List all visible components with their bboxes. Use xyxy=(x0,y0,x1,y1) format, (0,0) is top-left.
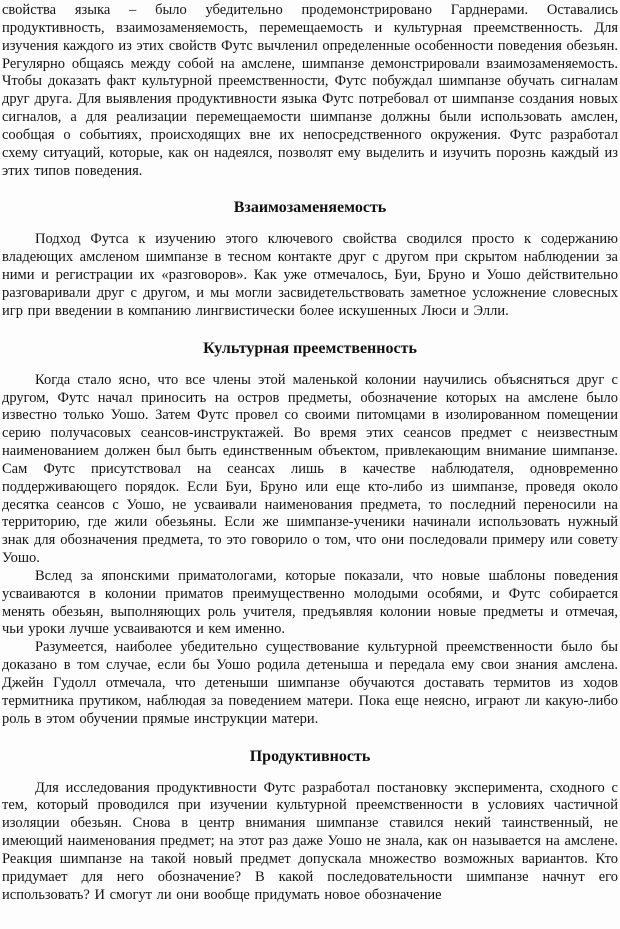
paragraph-fouts-approach: Подход Футса к изучению этого ключевого свойства сводился просто к содержанию владеющих амсленом шимпанзе в тесном контакте друг с другом при скрытом наблюдении за ними и регистрации их «разговоров». Как уже отмечалось, Буи, Бруно и Уошо действительно разговаривали друг с другом, и мы могли засвидетельствовать заметное усложнение словесных игр при введении в компанию лингвистически более искушенных Люси и Элли. xyxy=(2,231,618,319)
paragraph-language-properties: свойства языка – было убедительно продемонстрировано Гарднерами. Оставались продуктивность, взаимозаменяемость, перемещаемость и культурная преемственность. Для изучения каждого из этих свойств Футс вычленил определенные особенности поведения обезьян. Регулярно общаясь между собой на амслене, шимпанзе демонстрировали взаимозаменяемость. Чтобы доказать факт культурной преемственности, Футс побуждал шимпанзе обучать сигналам друг друга. Для выявления продуктивности языка Футс потребовал от шимпанзе создания новых сигналов, а для реализации перемещаемости шимпанзе должны были использовать амслен, сообщая о событиях, происходящих вне их непосредственного окружения. Футс разработал схему ситуаций, которые, как он надеялся, позволят ему выделить и изучить порознь каждый из этих типов поведения. xyxy=(2,2,618,179)
paragraph-island-instruction-sessions: Когда стало ясно, что все члены этой маленькой колонии научились объясняться друг с другом, Футс начал приносить на остров предметы, обозначение которых на амслене было известно только Уошо. Затем Футс провел со своими питомцами в изолированном помещении серию получасовых сеансов-инструктажей. Во время этих сеансов предмет с неизвестным наименованием должен был быть единственным объектом, привлекающим внимание шимпанзе. Сам Футс присутствовал на сеансах лишь в качестве наблюдателя, одновременно поддерживающего порядок. Если Буи, Бруно или еще кто-либо из шимпанзе, проведя около десятка сеансов с Уошо, не усваивали наименования предмета, то последний переносили на территорию, где жили обезьяны. Если же шимпанзе-ученики начинали использовать нужный знак для обозначения предмета, то это говорило о том, что они последовали примеру или совету Уошо. xyxy=(2,371,618,567)
heading-interchangeability: Взаимозаменяемость xyxy=(233,199,387,217)
paragraph-washoe-offspring: Разумеется, наиболее убедительно существование культурной преемственности было бы доказано в том случае, если бы Уошо родила детеныша и передала ему свои знания амслена. Джейн Гудолл отмечала, что детеныши шимпанзе обучаются доставать термитов из ходов термитника прутиком, наблюдая за поведением матери. Пока еще неясно, играют ли какую-либо роль в этом обучении прямые инструкции матери. xyxy=(2,639,618,727)
heading-productivity: Продуктивность xyxy=(249,747,371,765)
paragraph-japanese-primatologists: Вслед за японскими приматологами, которые показали, что новые шаблоны поведения усваиваются в колонии приматов преимущественно молодыми особями, и Футс собирается менять обезьян, выполняющих роль учителя, предъявляя колонии новые предметы и отмечая, чьи уроки лучше усваиваются и кем именно. xyxy=(2,567,618,638)
heading-cultural-continuity: Культурная преемственность xyxy=(203,339,417,357)
paragraph-productivity-experiment: Для исследования продуктивности Футс разработал постановку эксперимента, сходного с тем, который проводился при изучении культурной преемственности в условиях частичной изоляции обезьян. Снова в центр внимания шимпанзе ставился некий таинственный, не имеющий наименования предмет; на этот раз даже Уошо не знала, как он называется на амслене. Реакция шимпанзе на такой новый предмет допускала множество возможных вариантов. Кто придумает для него обозначение? В какой последовательности шимпанзе начнут его использовать? И смогут ли они вообще придумать новое обозначение xyxy=(2,779,618,903)
